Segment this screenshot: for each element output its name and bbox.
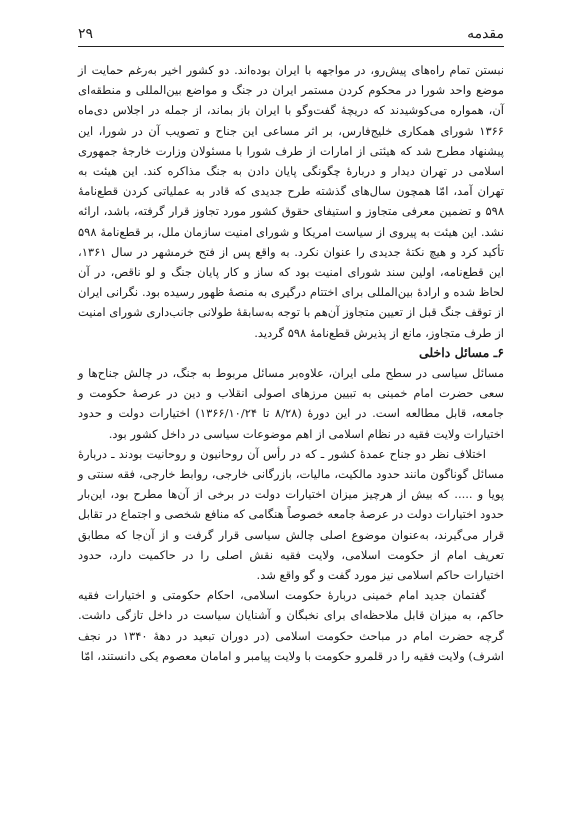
paragraph-continued: نبستن تمام راه‌های پیش‌رو، در مواجهه با ایران بوده‌اند. دو کشور اخیر به‌رغم حمایت از موضع واحد شورا در محکوم کردن مستمر ایران در جنگ و مواضع بین‌المللی و منطقه‌ای آن، همواره می‌کوشیدند که دریچهٔ گفت‌وگو با ایران باز بماند، از جمله در اجلاس دی‌ماه ۱۳۶۶ شورای همکاری خلیج‌فارس، بر اثر مساعی این جناح و تصویب آن در شورا، این پیشنهاد مطرح شد که هیئتی از امارات از طرف شورا با مسئولان وزارت خارجهٔ جمهوری اسلامی در تهران دیدار و دربارهٔ چگونگی پایان دادن به جنگ مذاکره کند. این هیئت به تهران آمد، امّا همچون سال‌های گذشته طرح جدیدی که قادر به عملیاتی کردن قطع‌نامهٔ ۵۹۸ و تضمین معرفی متجاوز و استیفای حقوق کشور مورد تجاوز قرار گرفته، باشد، ارائه نشد. این هیئت به پیروی از سیاست امریکا و شورای امنیت سازمان ملل، بر قطع‌نامهٔ ۵۹۸ تأکید کرد و هیچ نکتهٔ جدیدی را عنوان نکرد. به واقع پس از فتح خرمشهر در سال ۱۳۶۱، این قطع‌نامه، اولین سند شورای امنیت بود که ساز و کار پایان جنگ و لو ناقص، در آن لحاظ شده و ارادهٔ بین‌المللی برای اختتام درگیری به منصهٔ ظهور رسیده بود. نگرانی ایران از توقف جنگ قبل از تعیین متجاوز آن‌هم با توجه به‌سابقهٔ طولانی جانب‌داری شورای امنیت از طرف متجاوز، مانع از پذیرش قطع‌نامهٔ ۵۹۸ گردید. xyxy=(78,63,504,340)
page-number: ۲۹ xyxy=(78,26,94,42)
paragraph: مسائل سیاسی در سطح ملی ایران، علاوه‌بر مسائل مربوط به جنگ، در چالش جناح‌ها و سعی حضرت امام خمینی به تبیین مرزهای اصولی انقلاب و دین در عرصهٔ حکومت و جامعه، قابل مطالعه است. در این دورهٔ (۸/۲۸ تا ۱۳۶۶/۱۰/۲۴) اختیارات دولت و حدود اختیارات ولایت فقیه در نظام اسلامی از اهم موضوعات سیاسی در داخل کشور بود. xyxy=(78,366,505,441)
chapter-title: مقدمه xyxy=(467,26,504,42)
header-rule xyxy=(78,46,504,47)
page-header xyxy=(78,20,504,42)
paragraph: گفتمان جدید امام خمینی دربارهٔ حکومت اسلامی، احکام حکومتی و اختیارات فقیه حاکم، به میزان قابل ملاحظه‌ای برای نخبگان و آشنایان سیاست در داخل تازگی داشت. گرچه حضرت امام در مباحث حکومت اسلامی (در دوران تبعید در دههٔ ۱۳۴۰ در نجف اشرف) ولایت فقیه را در قلمرو حکومت با ولایت پیامبر و امامان معصوم یکی دانستند، امّا xyxy=(78,588,504,663)
section-heading: ۶ـ مسائل داخلی xyxy=(418,344,504,360)
paragraph: اختلاف نظر دو جناح عمدهٔ کشور ـ که در رأس آن روحانیون و روحانیت بودند ـ دربارهٔ مسائل گوناگون مانند حدود مالکیت، مالیات، بازرگانی خارجی، روابط خارجی، فقه سنتی و پویا و ..... که بیش از هرچیز میزان اختیارات دولت در برخی از آن‌ها مطرح بود، این‌بار حدود اختیارات دولت در عرصهٔ جامعه خصوصاً هنگامی که منافع شخصی و اجتماع در تقابل قرار می‌گیرند، به‌عنوان موضوع اصلی چالش سیاسی قرار گرفت و از آن‌جا که مطابق تعریف امام از حکومت اسلامی، ولایت فقیه نقش اصلی را در حاکمیت دارد، حدود اختیارات حاکم اسلامی نیز مورد گفت و گو واقع شد. xyxy=(78,446,504,583)
page-body xyxy=(78,60,504,666)
